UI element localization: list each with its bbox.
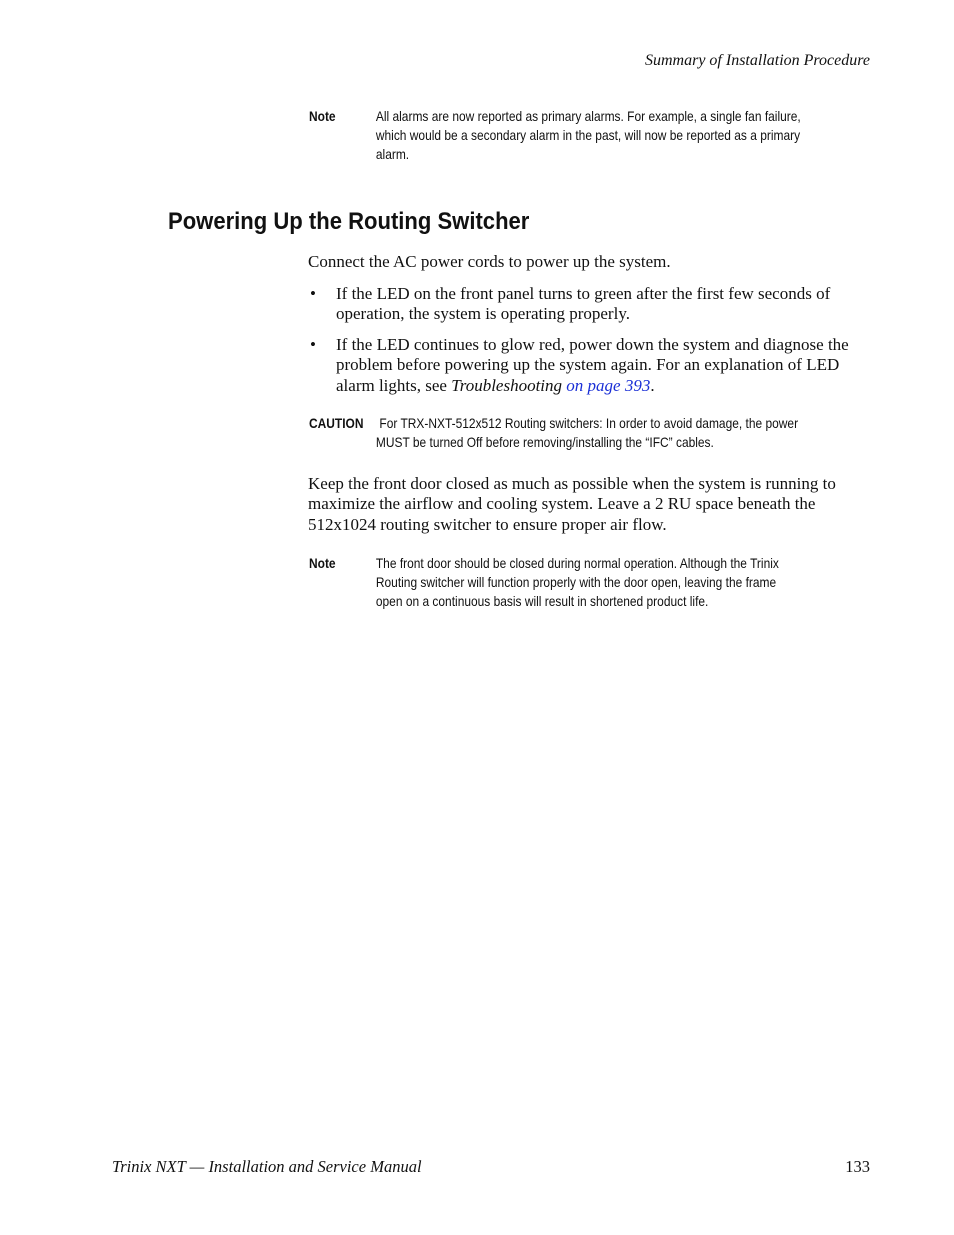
running-header: Summary of Installation Procedure — [644, 52, 870, 69]
note-text: The front door should be closed during normal operation. Although the Trinix Routing switcher will function properly with the door open, leaving the frame open on a continuous basis will result in shortened product life. — [375, 556, 779, 609]
note-block-door — [309, 554, 802, 611]
page-number: 133 — [845, 1157, 870, 1176]
xref-end: . — [650, 375, 655, 395]
bullet-marker: • — [310, 334, 316, 354]
bullet-text: If the LED continues to glow red, power down the system and diagnose the problem before powering up the system again. For an explanation of LED alarm lights, see — [336, 334, 849, 395]
caution-label: CAUTION — [309, 416, 364, 431]
caution-block — [309, 414, 802, 452]
list-item — [308, 284, 870, 325]
bullet-text: If the LED on the front panel turns to green after the first few seconds of operation, the system is operating properly. — [336, 284, 831, 324]
footer-manual-title: Trinix NXT — Installation and Service Manual — [112, 1157, 422, 1176]
intro-paragraph: Connect the AC power cords to power up the system. — [308, 252, 671, 271]
page-link[interactable]: on page 393 — [566, 375, 651, 395]
bullet-marker: • — [310, 284, 316, 303]
xref-title: Troubleshooting — [451, 375, 563, 395]
list-item — [308, 335, 870, 396]
note-block-alarms — [309, 107, 802, 164]
caution-text: For TRX-NXT-512x512 Routing switchers: In order to avoid damage, the power MUST be turned Off before removing/installing the “IFC” cables. — [375, 416, 799, 450]
door-paragraph: Keep the front door closed as much as possible when the system is running to maximize the airflow and cooling system. Leave a 2 RU space beneath the 512x1024 routing switcher to ensure proper air flow. — [308, 474, 836, 534]
led-status-list — [308, 284, 870, 396]
section-title: Powering Up the Routing Switcher — [168, 208, 530, 235]
note-text: All alarms are now reported as primary alarms. For example, a single fan failure, which would be a secondary alarm in the past, will now be reported as a primary alarm. — [375, 109, 801, 162]
note-label: Note — [309, 556, 336, 571]
note-label: Note — [309, 109, 336, 124]
